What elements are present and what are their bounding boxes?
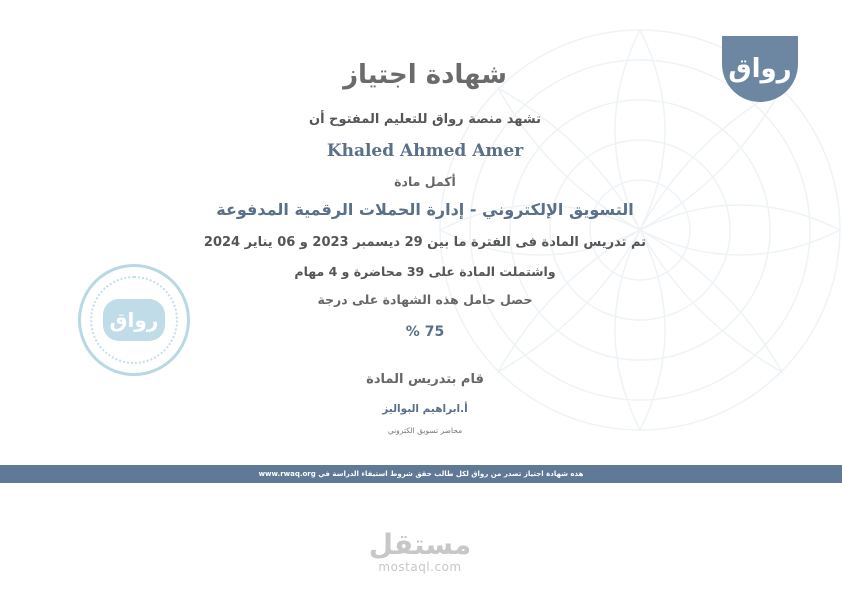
completed-label: أكمل مادة bbox=[394, 174, 456, 189]
rwaq-seal-icon bbox=[78, 264, 190, 376]
instructor-role: محاضر تسويق الكتروني bbox=[387, 426, 463, 435]
grade-value: 75 % bbox=[405, 324, 445, 340]
badge-text: رواق bbox=[728, 54, 792, 84]
course-content: واشتملت المادة على 39 محاضرة و 4 مهام bbox=[294, 264, 556, 279]
watermark-latin: mostaql.com bbox=[378, 560, 462, 574]
footer-bar bbox=[0, 465, 842, 483]
grade-label: حصل حامل هذه الشهادة على درجة bbox=[317, 292, 533, 307]
recipient-name: Khaled Ahmed Amer bbox=[326, 141, 524, 161]
seal-text: رواق bbox=[103, 299, 165, 341]
course-period: تم تدريس المادة فى الفترة ما بين 29 ديسمبر 2023 و 06 يناير 2024 bbox=[203, 235, 647, 250]
footer-note: هذه شهادة اجتياز تصدر من رواق لكل طالب حقق شروط استيفاء الدراسة في www.rwaq.org bbox=[258, 470, 584, 478]
instructor-name: أ.ابراهيم البواليز bbox=[382, 403, 468, 415]
certificate-title: شهادة اجتياز bbox=[343, 60, 507, 90]
mostaql-watermark bbox=[360, 530, 480, 574]
taught-by-label: قام بتدريس المادة bbox=[366, 372, 484, 387]
seal-inner-ring bbox=[90, 276, 178, 364]
certificate-intro: تشهد منصة رواق للتعليم المفتوح أن bbox=[309, 112, 541, 127]
watermark-arabic: مستقل bbox=[368, 528, 472, 561]
course-name: التسويق الإلكتروني - إدارة الحملات الرقمية المدفوعة bbox=[216, 200, 634, 219]
